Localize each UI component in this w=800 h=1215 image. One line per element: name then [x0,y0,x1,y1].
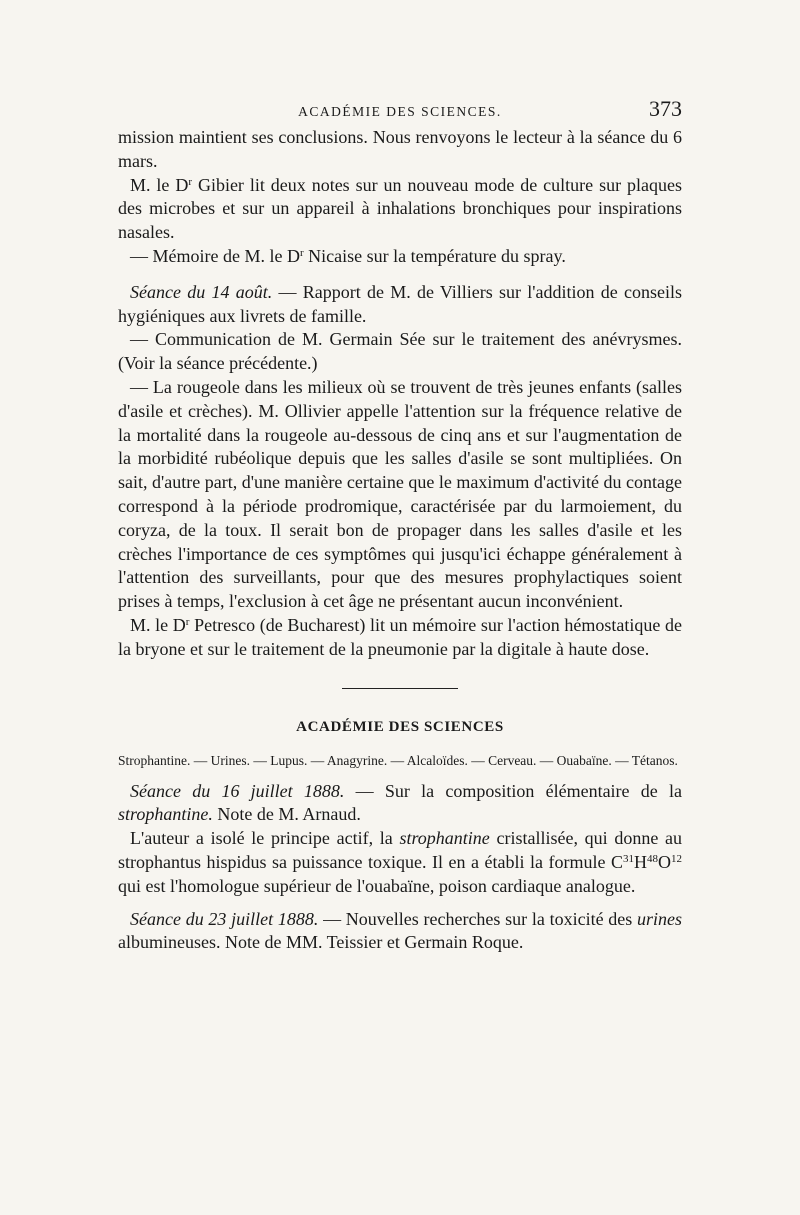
section-keywords: Strophantine. — Urines. — Lupus. — Anagyrine. — Alcaloïdes. — Cerveau. — Ouabaïne. — Tétanos. [118,752,678,768]
paragraph-petresco: M. le $D^r$ Petresco (de Bucharest) lit un mémoire sur l'action hémostatique de la bryone et sur le traitement de la pneumonie par la digitale à haute dose. [118,614,682,659]
running-title: ACADÉMIE DES SCIENCES. [298,104,502,119]
paragraph-seance-14-aout: Séance du 14 août. — Rapport de M. de Villiers sur l'addition de conseils hygiéniques aux livrets de famille. [118,281,682,326]
paragraph-seance-16-juillet: Séance du 16 juillet 1888. — Sur la composition élémentaire de la strophantine. Note de M. Arnaud. [118,780,682,825]
session-date: Séance du 23 juillet 1888. [130,908,319,929]
running-header [118,96,682,126]
section-heading: ACADÉMIE DES SCIENCES [296,718,504,735]
paragraph-strophantine: L'auteur a isolé le principe actif, la strophantine cristallisée, qui donne au strophantus hispidus sa puissance toxique. Il en a établi la formule $C^{31}H^{48}O^{12}$ qui est l'homologue supérieur de l'ouabaïne, poison cardiaque analogue. [118,828,682,896]
session-date: Séance du 14 août. [130,281,273,302]
document-page [118,96,682,955]
section-divider [342,688,458,689]
paragraph-nicaise: — Mémoire de M. le $D^r$ Nicaise sur la température du spray. [130,245,566,266]
session-date: Séance du 16 juillet 1888. [130,780,345,801]
paragraph-gibier: M. le $D^r$ Gibier lit deux notes sur un nouveau mode de culture sur plaques des microbes et sur un appareil à inhalations bronchiques pour inspirations nasales. [118,174,682,243]
paragraph-rougeole: — La rougeole dans les milieux où se trouvent de très jeunes enfants (salles d'asile et crèches). M. Ollivier appelle l'attention sur la fréquence relative de la mortalité dans la rougeole au-dessous de cinq ans et sur l'augmentation de la morbidité rubéolique depuis que les salles d'asile se sont multipliées. On sait, d'autre part, d'une manière certaine que le maximum d'activité du contage correspond à la période prodromique, caractérisée par du larmoiement, du coryza, de la toux. Il serait bon de propager dans les salles d'asile et les crèches l'importance de ces symptômes qui jusqu'ici échappe généralement à l'attention des surveillants, pour que des mesures prophylactiques soient prises à temps, l'exclusion à cet âge ne présentant aucun inconvénient. [118,376,683,612]
paragraph-germain-see: — Communication de M. Germain Sée sur le traitement des anévrysmes. (Voir la séance précédente.) [118,329,682,374]
paragraph-seance-23-juillet: Séance du 23 juillet 1888. — Nouvelles recherches sur la toxicité des urines albumineuses. Note de MM. Teissier et Germain Roque. [118,908,682,953]
paragraph-continuation: mission maintient ses conclusions. Nous renvoyons le lecteur à la séance du 6 mars. [118,127,682,171]
page-number: 373 [649,96,682,121]
